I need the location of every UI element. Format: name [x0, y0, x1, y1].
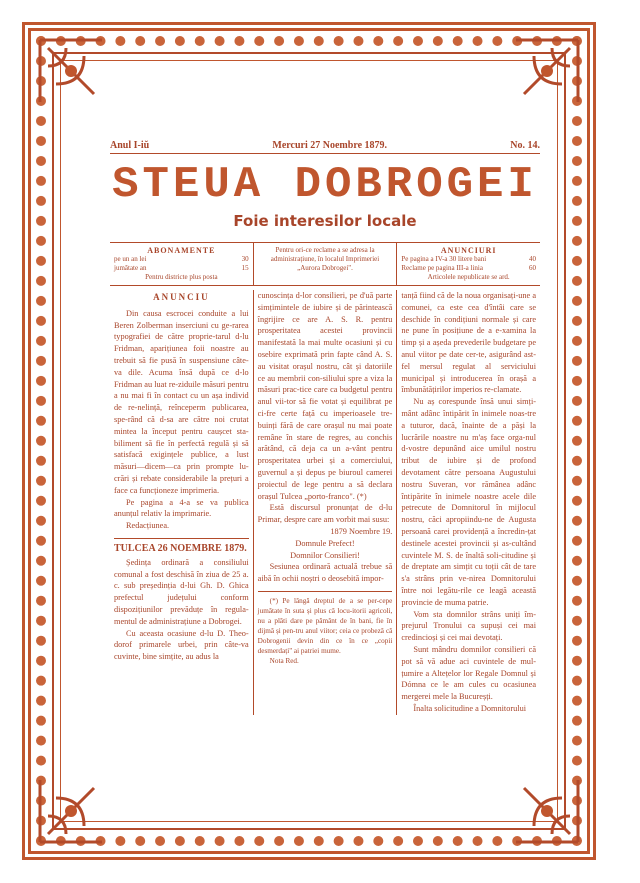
paragraph: cunoscința d-lor consilieri, pe d'uă parte simțimintele de iubire și de părintească îngrijire ce are A. S. R. pentru prosperitatea acestei provincii manifestată la mai multe ocasiuni și cu osebire exprimată prin fapte când A. S. au visitat orașul nostru, cât și datoriile ce au membrii con-siliului spre a viza la măsuri prac-tice care ca budgetul pentru anul vii-tor să fie votat și equilibrat pe ci-fre certe față cu imperioasele tre-buinți fără de care orașul nu mai poate remâne în stare de regres, au conchis arătând, că deja ca un a-vânt pentru prosperitatea urbei și a comerciului, guvernul a și depus pe biuroul camerei proiectul de lege pentru a să declara orașul Tulcea „porto-franco". (*) [257, 291, 393, 501]
notice-note: Articolele nepublicate se ard. [427, 273, 510, 281]
speech-date: 1879 Noembre 19. [330, 526, 393, 536]
paragraph: Sesiunea ordinară actuală trebue să aibă în ochii noștri o deosebită impor- [257, 562, 393, 584]
notices-box [396, 243, 540, 285]
column-1 [110, 290, 253, 715]
divider [258, 591, 393, 592]
speech-greeting: Domnilor Consilieri! [290, 550, 360, 560]
paragraph: Estă discursul pronunțat de d-lu Primar, despre care am vorbit mai susu: [257, 503, 393, 525]
address-line: Pentru ori-ce reclame a se adresa la [275, 246, 375, 254]
paragraph: Ședința ordinară a consiliului comunal a fost deschisă în ziua de 25 a. c. sub președinția d-lui Gh. D. Ghica prefectul județului conform dispozițiunilor prevăduțe în regula-mentul de administrațiune a Dobrogei. [114, 557, 249, 626]
paragraph: Vom sta domnilor strâns uniți îm-prejurul Tronului ca supuși cei mai credincioși și cei mai devotați. [401, 609, 537, 643]
subscription-line: pe un an lei [114, 255, 147, 263]
article-columns [110, 290, 540, 715]
paragraph: Înalta solicitudine a Domnitorului [413, 703, 527, 713]
subscription-price: 30 [241, 255, 249, 263]
corner-ornament-icon [512, 776, 582, 846]
speech-greeting: Domnule Prefect! [295, 538, 355, 548]
footnote-sign: Nota Red. [269, 656, 299, 665]
subscriptions-heading: ABONAMENTE [147, 246, 216, 255]
newspaper-page [110, 140, 540, 715]
column-3 [396, 290, 540, 715]
paragraph: Cu aceasta ocasiune d-lu D. Theo-dorof primarele urbei, prin câte-va cuvinte, bine simțite, au adus la [114, 628, 249, 662]
paragraph: Din causa escrocei conduite a lui Beren Zolberman inserciuni cu ge-rarea typografiei de către proprie-tarul d-lu Fridman, aparițiunea foii noastre au trebuit să fie pusă în suspensiune câte-va dile. Acuma însă după ce d-lo Fridman au luat re-ziduile măsuri pentru a nu mai fi în contact cu un așa individ de re-nelință, reînceperm publicarea, spe-rând că d-sa are către noi crutat mintea la început pentru caușcet sta-biliment să fie în perfectă regulă și să satisfacă exigințele publice, a lust măsuri—dicem—ca prin prompte lu-crări și rebate considerabile la prețuri a face ca funcționeze imprimeria. [114, 308, 249, 495]
notice-line: Pe pagina a IV-a 30 litere bani [401, 255, 487, 263]
subscriptions-box [110, 243, 253, 285]
masthead-subtitle: Foie interesilor locale [233, 212, 417, 230]
paragraph: Sunt mândru domnilor consilieri că pot să vă adue aci cuvintele de mul-țumire a Altețelor lor Regale Domnul și Dómna ce le am cules cu ocasiunea mergerei mele la Bucureșți. [401, 644, 537, 702]
address-line: „Aurora Dobrogei". [297, 264, 353, 272]
footnote: (*) Pe lângă dreptul de a se per-cepe jumătate în suta și plus că locu-itorii agricoli, nu a plăti dare pe pământ de în bani, fie în dijmă și pen-tru anul viitor; ceia ce probeză că Dobrogenii devin din ce în ce „copii desmerdați" ai patriei mume. [257, 596, 393, 655]
paragraph: tanță fiind că de la noua organisați-une a comunei, ca este cea d'întâi care se deschide în condițiuni normale și care ne pune în posițiune de a e-xamina la timp și a aședa prevederile budgetare pe anul viitor pe date cer-te, asigurând ast-fel mersul regulat al serviciului municipal și introducerea în orașă a îmbunătățirilor imperios re-clamate. [401, 291, 537, 395]
subscription-note: Pentru districte plus posta [145, 273, 218, 281]
article-headline: TULCEA 26 NOEMBRE 1879. [114, 542, 247, 554]
info-box [110, 242, 540, 286]
corner-ornament-icon [36, 776, 106, 846]
masthead-title: STEUA DOBROGEI [112, 160, 538, 210]
notice-price: 40 [529, 255, 537, 263]
issue-number: No. 14. [510, 140, 540, 151]
corner-ornament-icon [36, 36, 106, 106]
issue-date: Mercuri 27 Noembre 1879. [272, 140, 388, 151]
divider [114, 538, 249, 539]
notices-heading: ANUNCIURI [440, 246, 497, 255]
issue-year: Anul I-iŭ [110, 140, 150, 151]
announcement-heading: ANUNCIU [153, 292, 210, 302]
address-line: administrațiune, în localul Imprimeriei [270, 255, 380, 263]
paragraph: Nu aș corespunde însă unui simți-mânt adânc întipărit în inimele noas-tre a tuturor, dacă, înainte de a păși la lucrările noastre nu m'aș face orga-nul d-vostre depunând aice umilul nostru tribut de iubire și de profond devotament către persoana Augustului nostru Suveran, vor rămânea adânc întipărite în inimele noastre acele dile petrecute de Domnitorul în mijlocul nostru, căci apropiindu-ne de Augusta persoană carei providență a încredin-țat destinele acestei provincii și as-cultând cuvintele M. S. de înaltă soli-citudine și de dreptate am simțit cu toții cât de tare s'a strâns prin ve-nirea Domnitorului între noi legătu-rile ce leagă această provincie de muma patrie. [401, 397, 537, 607]
subscription-price: 15 [241, 264, 249, 272]
subscription-line: jumătate an [114, 264, 147, 272]
notice-price: 60 [529, 264, 537, 272]
corner-ornament-icon [512, 36, 582, 106]
column-2 [253, 290, 397, 715]
paragraph: Pe pagina a 4-a se va publica anunțul relativ la imprimarie. [114, 497, 249, 519]
issue-line [110, 140, 540, 154]
address-box [253, 243, 397, 285]
signature: Redacțiunea. [126, 521, 170, 531]
notice-line: Reclame pe pagina III-a linia [401, 264, 483, 272]
